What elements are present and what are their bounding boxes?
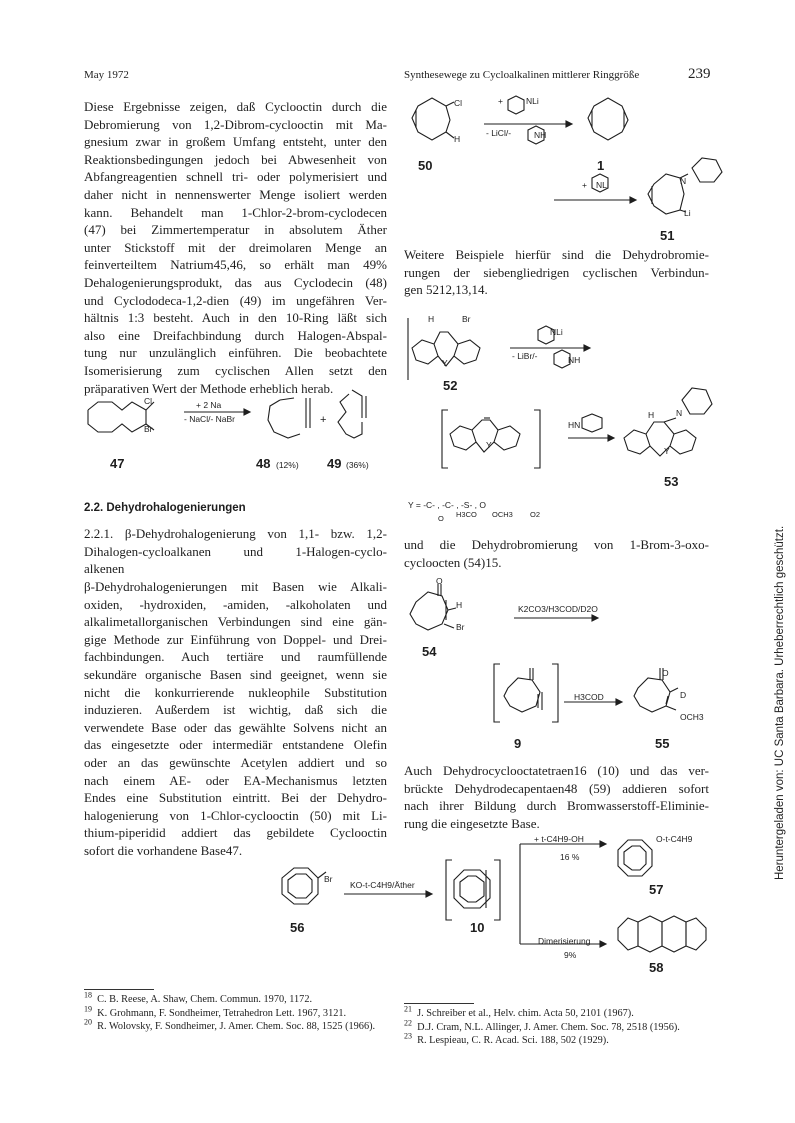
text-line: Auch Dehydrocyclooctatetraen16 (10) und das ver- — [404, 763, 709, 778]
compound-48: 48 — [256, 456, 271, 471]
br-label: Br — [144, 424, 153, 434]
text-line: brückte Dehydrodecapentaen48 (59) addieren sofort — [404, 780, 709, 796]
text-line: oxiden, -hydroxiden, -amiden, -alkoholaten und — [84, 596, 387, 612]
h3co-label: H3CO — [456, 510, 477, 519]
nh-label: NH — [534, 130, 547, 140]
text-line: halogenierung von 1-Chlor-cyclooctin (50) mit Li- — [84, 807, 387, 823]
text-line: präparativen Wert der Methode erheblich herab. — [84, 380, 334, 396]
plus-sign: + — [320, 414, 327, 426]
text-line: und Cyclododeca-1,2-dien (49) im ungefähren Ver- — [84, 292, 387, 308]
text-line: nach ihrer Bildung durch Bromwasserstoff-Eliminie- — [404, 798, 709, 814]
footnote-text: D.J. Cram, N.L. Allinger, J. Amer. Chem. Soc. 78, 2518 (1956). — [414, 1021, 680, 1033]
nli-label-2: NLi — [596, 180, 609, 190]
text-line: das eingesetzte oder intermediär entstandene Olefin — [84, 737, 387, 753]
footnote — [84, 990, 387, 1007]
running-title: Synthesewege zu Cycloalkalinen mittlerer Ringgröße — [404, 69, 640, 81]
text-line: verwendete Base oder das gewählte Solvens nicht an — [84, 719, 387, 735]
h-label: H — [456, 600, 463, 610]
right-paragraph-3 — [404, 762, 709, 832]
text-line: Reaktionsbedingungen jedoch bei Abwesenheit von — [84, 151, 387, 167]
text-line: tung nur unzulänglich einführen. Die beobachtete — [84, 345, 387, 361]
text-line: nach einem AE- oder EA-Mechanismus letzten — [84, 772, 387, 788]
text-line: Abfangreagentien schnell tri- oder polymerisiert und — [84, 169, 387, 185]
hn-label: HN — [568, 420, 581, 430]
text-line: β-Dehydrohalogenierungen mit Basen wie Alkali- — [84, 579, 387, 594]
li-label: Li — [684, 208, 691, 218]
compound-49: 49 — [327, 456, 342, 471]
nli-label: NLi — [526, 96, 539, 106]
text-line: sofort die vorhandene Base47. — [84, 842, 243, 858]
y-label-2: Y — [486, 440, 492, 450]
footnote-text: C. B. Reese, A. Shaw, Chem. Commun. 1970, 1172. — [94, 994, 313, 1005]
footnote — [404, 1031, 709, 1048]
footnote — [84, 1017, 387, 1034]
reagent-top: + t-C4H9-OH — [534, 834, 584, 844]
compound-52: 52 — [443, 378, 458, 393]
o-label: O — [438, 514, 444, 523]
h-label: H — [454, 134, 461, 144]
footnote-number: 19 — [84, 1004, 92, 1014]
nh-label: NH — [568, 355, 581, 365]
o2-label: O2 — [530, 510, 541, 519]
text-line: also eine Dreifachbindung durch Halogen-Abspal- — [84, 327, 387, 343]
compound-51: 51 — [660, 228, 675, 243]
left-paragraph-1 — [84, 98, 387, 397]
compound-58: 58 — [649, 960, 664, 975]
cl-label: Cl — [454, 98, 463, 108]
scheme-50-structures — [404, 94, 744, 244]
section-heading: 2.2. Dehydrohalogenierungen — [84, 502, 246, 514]
subsection-heading — [84, 525, 387, 578]
compound-56: 56 — [290, 920, 305, 935]
yield-58: 9% — [564, 950, 577, 960]
compound-54: 54 — [422, 644, 437, 659]
text-line: hältnis 1:3 besteht. Auch in den 10-Ring läßt sich — [84, 310, 387, 326]
compound-1: 1 — [597, 158, 605, 173]
footnotes-right — [404, 1004, 709, 1049]
text-line: Endes eine Substitution eintritt. Bei der Dehydro- — [84, 790, 387, 806]
footnote-number: 21 — [404, 1004, 412, 1014]
footnote — [404, 1004, 709, 1021]
footnote-text: R. Lespieau, C. R. Acad. Sci. 188, 502 (1929). — [414, 1035, 609, 1047]
compound-57: 57 — [649, 882, 664, 897]
compound-55: 55 — [655, 736, 670, 751]
page-number: 239 — [688, 66, 711, 82]
text-line: thium-piperidid addiert das gebildete Cyclooctin — [84, 825, 387, 841]
text-line: alkenen — [84, 561, 125, 577]
nli-label: NLi — [550, 327, 563, 337]
text-line: unter Stickstoff mit der dreimolaren Menge an — [84, 239, 387, 255]
yield-48: (12%) — [276, 460, 299, 470]
cl-label: Cl — [144, 396, 153, 406]
d-label: D — [680, 690, 687, 700]
footnote-number: 18 — [84, 990, 92, 1000]
footnotes-left — [84, 990, 387, 1035]
text-line: Debromierung von 1,2-Dibrom-cyclooctin mit Ma- — [84, 116, 387, 132]
reagent-bottom: - NaCl/- NaBr — [184, 414, 236, 424]
text-line: fachbindungen. Auch tertiäre und raumfüllende — [84, 649, 387, 665]
y-definition: Y = -C- , -C- , -S- , O — [408, 500, 486, 510]
text-line: gen 5212,13,14. — [404, 282, 488, 298]
yield-49: (36%) — [346, 460, 369, 470]
scheme-52-structures — [398, 318, 748, 508]
download-notice: Heruntergeladen von: UC Santa Barbara. Urheberrechtlich geschützt. — [774, 525, 786, 880]
header-date: May 1972 — [84, 69, 129, 81]
reagent: K2CO3/H3COD/D2O — [518, 604, 598, 614]
text-line: gige Methode zur Einführung von Doppel- und Drei- — [84, 631, 387, 647]
o-label: O — [436, 576, 443, 586]
text-line: rungen der siebengliedrigen cyclischen Verbindun- — [404, 264, 709, 280]
footnote-number: 23 — [404, 1031, 412, 1041]
text-line: feinverteiltem Natrium45,46, so erhält man 49% — [84, 257, 387, 273]
text-line: Diese Ergebnisse zeigen, daß Cyclooctin durch die — [84, 99, 387, 114]
text-line: 2.2.1. β-Dehydrohalogenierung von 1,1- bzw. 1,2- — [84, 526, 387, 541]
n-label: N — [680, 176, 687, 186]
br-label: Br — [456, 622, 465, 632]
och3-label: OCH3 — [492, 510, 513, 519]
y-label-3: Y — [664, 446, 670, 456]
text-line: und die Dehydrobromierung von 1-Brom-3-oxo- — [404, 537, 709, 552]
text-line: cycloocten (54)15. — [404, 554, 502, 570]
left-paragraph-2 — [84, 578, 387, 860]
reagent-bottom: - LiCl/- — [486, 128, 512, 138]
text-line: Dihalogen-cycloalkanen und 1-Halogen-cyclo- — [84, 543, 387, 559]
h-label: H — [428, 314, 435, 324]
footnote-rule-right — [404, 1003, 474, 1004]
text-line: Weitere Beispiele hierfür sind die Dehydrobromie- — [404, 247, 709, 262]
br-label: Br — [462, 314, 471, 324]
footnote-text: J. Schreiber et al., Helv. chim. Acta 50, 2101 (1967). — [414, 1008, 634, 1019]
reagent-2: H3COD — [574, 692, 604, 702]
text-line: oder an das gewünschte Acetylen addiert und so — [84, 754, 387, 770]
text-line: (47) bei Zimmertemperatur in absolutem Äther — [84, 222, 387, 238]
text-line: induzieren. Außerdem ist wichtig, daß sich die — [84, 702, 387, 718]
compound-47: 47 — [110, 456, 125, 471]
tbu-label: O-t-C4H9 — [656, 834, 693, 844]
footnote-rule-left — [84, 989, 154, 990]
text-line: nicht die konkurrierende nukleophile Substitution — [84, 684, 387, 700]
compound-10: 10 — [470, 920, 485, 935]
text-line: Dehalogenierungsprodukt, das aus Cyclodecin (48) — [84, 274, 387, 290]
yield-57: 16 % — [560, 852, 580, 862]
reagent-bottom: - LiBr/- — [512, 351, 538, 361]
right-paragraph-1 — [404, 246, 709, 299]
text-line: kann. Behandelt man 1-Chlor-2-brom-cyclodecen — [84, 204, 387, 220]
text-line: rung die eingesetzte Base. — [404, 815, 540, 831]
text-line: alkalimetallorganischen Verbindungen sind eine gän- — [84, 614, 387, 630]
footnote-number: 22 — [404, 1018, 412, 1028]
compound-9: 9 — [514, 736, 522, 751]
dimer-label: Dimerisierung — [538, 936, 591, 946]
text-line: gnesium zwar in großem Umfang entsteht, unter den — [84, 134, 387, 150]
footnote — [404, 1018, 709, 1035]
plus-reagent: + — [498, 96, 503, 106]
och3-label: OCH3 — [680, 712, 704, 722]
n-label: N — [676, 408, 683, 418]
o-label-2: O — [662, 668, 669, 678]
footnote-number: 20 — [84, 1017, 92, 1027]
compound-53: 53 — [664, 474, 679, 489]
text-line: daher nicht in nennenswerter Menge isoliert werden — [84, 186, 387, 202]
text-line: sekundäre organische Basen sind geeignet, wenn sie — [84, 666, 387, 682]
h-label-2: H — [648, 410, 655, 420]
footnote — [84, 1004, 387, 1021]
y-label: Y — [442, 358, 448, 368]
br-label: Br — [324, 874, 333, 884]
scheme-56-structures — [274, 836, 744, 976]
right-paragraph-2 — [404, 536, 709, 571]
footnote-text: K. Grohmann, F. Sondheimer, Tetrahedron Lett. 1967, 3121. — [94, 1007, 347, 1019]
text-line: Isomerisierung zum cyclischen Allen setzt den — [84, 362, 387, 378]
footnote-text: R. Wolovsky, F. Sondheimer, J. Amer. Chem. Soc. 88, 1525 (1966). — [94, 1021, 376, 1033]
compound-50: 50 — [418, 158, 433, 173]
reagent-top: + 2 Na — [196, 400, 222, 410]
reagent: KO-t-C4H9/Äther — [350, 880, 415, 890]
plus-reagent-2: + — [582, 180, 587, 190]
